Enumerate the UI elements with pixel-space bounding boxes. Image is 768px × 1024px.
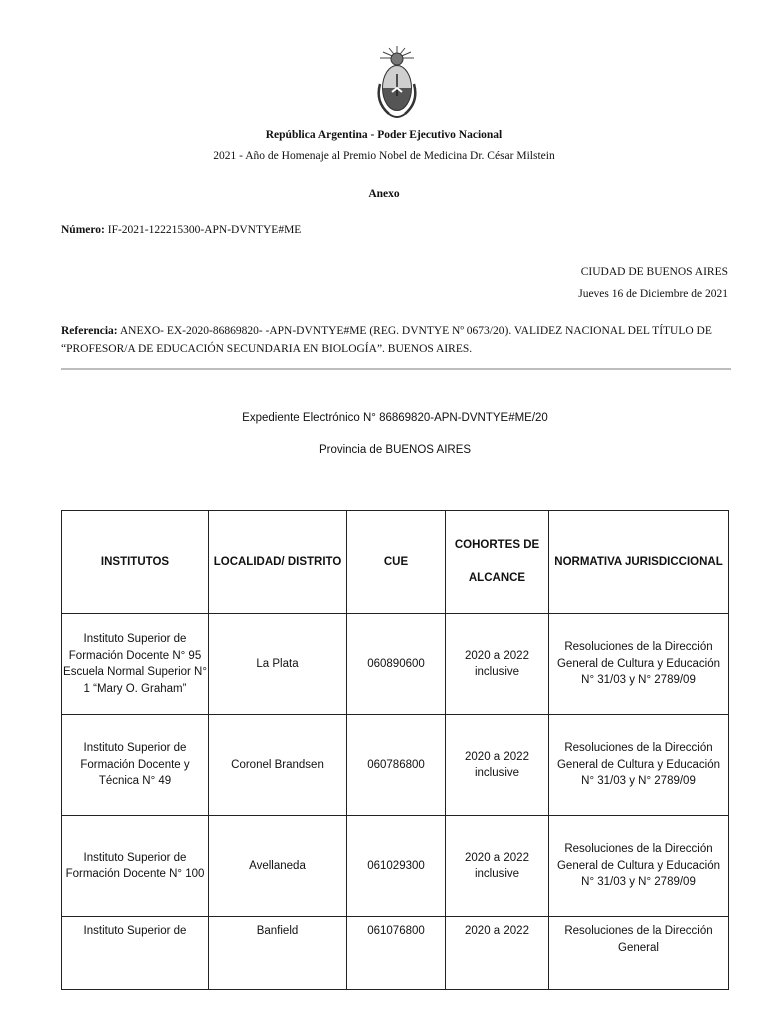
header-cohortes-line2: ALCANCE xyxy=(468,572,526,584)
header-normativa: NORMATIVA JURISDICCIONAL xyxy=(549,511,729,614)
cell-normativa: Resoluciones de la Dirección General de Cultura y Educación N° 31/03 y N° 2789/09 xyxy=(549,614,729,715)
cell-cue: 061029300 xyxy=(347,816,446,917)
header-localidad: LOCALIDAD/ DISTRITO xyxy=(209,511,347,614)
provincia: Provincia de BUENOS AIRES xyxy=(318,444,472,456)
city: CIUDAD DE BUENOS AIRES xyxy=(580,266,728,278)
cell-instituto: Instituto Superior de Formación Docente y Técnica N° 49 xyxy=(62,715,209,816)
cell-instituto: Instituto Superior de xyxy=(62,917,209,990)
header-subtitle: 2021 - Año de Homenaje al Premio Nobel de Medicina Dr. César Milstein xyxy=(213,150,555,162)
document-type: Anexo xyxy=(368,188,400,200)
table-row xyxy=(62,614,729,715)
cell-cue: 060890600 xyxy=(347,614,446,715)
cell-cohortes: 2020 a 2022 xyxy=(446,917,549,990)
header-title: República Argentina - Poder Ejecutivo Nacional xyxy=(265,129,503,141)
cell-localidad: Banfield xyxy=(209,917,347,990)
referencia-label: Referencia: xyxy=(61,325,118,337)
cell-normativa: Resoluciones de la Dirección General de Cultura y Educación N° 31/03 y N° 2789/09 xyxy=(549,816,729,917)
cell-instituto: Instituto Superior de Formación Docente N° 95 Escuela Normal Superior N° 1 “Mary O. Graham” xyxy=(62,614,209,715)
argentina-coat-of-arms-icon xyxy=(375,44,419,122)
cell-localidad: La Plata xyxy=(209,614,347,715)
header-cohortes xyxy=(446,511,549,614)
table-row xyxy=(62,917,729,990)
referencia-text: ANEXO- EX-2020-86869820- -APN-DVNTYE#ME (REG. DVNTYE Nº 0673/20). VALIDEZ NACIONAL DEL TÍTULO DE “PROFESOR/A DE EDUCACIÓN SECUNDARIA EN BIOLOGÍA”. BUENOS AIRES. xyxy=(61,325,712,355)
table-row xyxy=(62,816,729,917)
cell-cohortes: 2020 a 2022 inclusive xyxy=(446,816,549,917)
table-header-row xyxy=(62,511,729,614)
table-row xyxy=(62,715,729,816)
expediente: Expediente Electrónico N° 86869820-APN-DVNTYE#ME/20 xyxy=(242,412,548,424)
header-cue: CUE xyxy=(347,511,446,614)
cell-cohortes: 2020 a 2022 inclusive xyxy=(446,614,549,715)
numero-line xyxy=(61,224,301,236)
date: Jueves 16 de Diciembre de 2021 xyxy=(578,288,728,300)
header-cohortes-line1: COHORTES DE xyxy=(454,539,540,551)
annex-table xyxy=(61,510,729,990)
header-institutos: INSTITUTOS xyxy=(62,511,209,614)
cell-localidad: Avellaneda xyxy=(209,816,347,917)
referencia xyxy=(61,322,731,358)
cell-localidad: Coronel Brandsen xyxy=(209,715,347,816)
cell-normativa: Resoluciones de la Dirección General de Cultura y Educación N° 31/03 y N° 2789/09 xyxy=(549,715,729,816)
divider xyxy=(61,368,731,370)
numero-value: IF-2021-122215300-APN-DVNTYE#ME xyxy=(107,224,302,236)
cell-cue: 061076800 xyxy=(347,917,446,990)
cell-instituto: Instituto Superior de Formación Docente N° 100 xyxy=(62,816,209,917)
cell-cue: 060786800 xyxy=(347,715,446,816)
cell-cohortes: 2020 a 2022 inclusive xyxy=(446,715,549,816)
cell-normativa: Resoluciones de la Dirección General xyxy=(549,917,729,990)
numero-label: Número: xyxy=(61,224,105,236)
